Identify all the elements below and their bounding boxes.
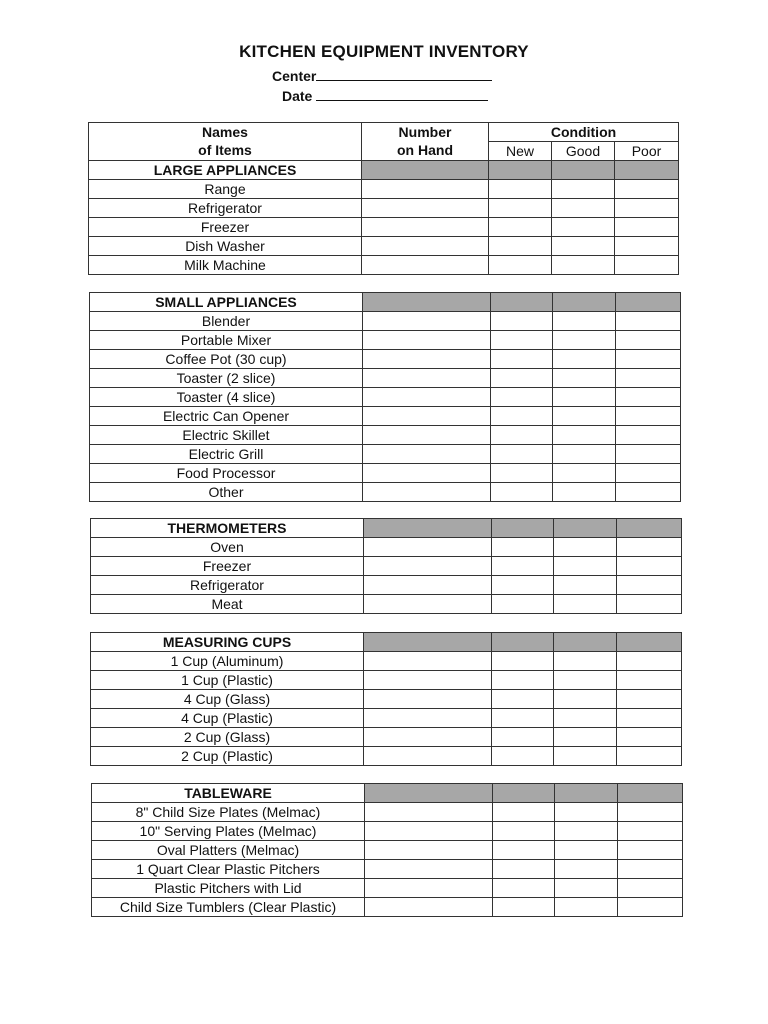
condition-good-cell[interactable] <box>555 822 618 841</box>
table-row <box>89 256 679 275</box>
condition-good-cell[interactable] <box>552 256 615 275</box>
condition-new-cell[interactable] <box>489 256 552 275</box>
table-row <box>91 652 682 671</box>
item-name: Freezer <box>91 557 364 576</box>
center-field[interactable] <box>272 66 492 84</box>
condition-poor-cell[interactable] <box>616 483 681 502</box>
condition-new-cell[interactable] <box>493 898 555 917</box>
condition-poor-header: Poor <box>615 142 679 161</box>
shaded-cell <box>365 784 493 803</box>
header-row <box>89 142 679 161</box>
section-header-row <box>91 633 682 652</box>
number-on-hand-cell[interactable] <box>365 860 493 879</box>
number-on-hand-cell[interactable] <box>364 538 492 557</box>
item-name: 8" Child Size Plates (Melmac) <box>92 803 365 822</box>
table-row <box>90 369 681 388</box>
item-name: Electric Skillet <box>90 426 363 445</box>
number-on-hand-cell[interactable] <box>365 879 493 898</box>
condition-poor-cell[interactable] <box>615 180 679 199</box>
condition-new-cell[interactable] <box>493 803 555 822</box>
condition-new-cell[interactable] <box>492 690 554 709</box>
condition-poor-cell[interactable] <box>618 822 683 841</box>
condition-good-cell[interactable] <box>555 841 618 860</box>
number-on-hand-cell[interactable] <box>363 407 491 426</box>
condition-new-cell[interactable] <box>492 709 554 728</box>
item-name: Food Processor <box>90 464 363 483</box>
date-label: Date <box>282 88 313 104</box>
number-on-hand-cell[interactable] <box>364 557 492 576</box>
condition-new-cell[interactable] <box>489 237 552 256</box>
table-row <box>91 538 682 557</box>
number-header-line2: on Hand <box>362 142 489 161</box>
section-header-row <box>90 293 681 312</box>
inventory-table-1 <box>88 122 679 275</box>
condition-poor-cell[interactable] <box>618 860 683 879</box>
number-on-hand-cell[interactable] <box>363 331 491 350</box>
condition-poor-cell[interactable] <box>617 595 682 614</box>
table-row <box>90 350 681 369</box>
shaded-cell <box>362 161 489 180</box>
table-row <box>90 312 681 331</box>
condition-good-cell[interactable] <box>553 388 616 407</box>
number-on-hand-cell[interactable] <box>364 690 492 709</box>
condition-new-header: New <box>489 142 552 161</box>
condition-poor-cell[interactable] <box>615 256 679 275</box>
center-input-line[interactable] <box>316 66 492 81</box>
table-row <box>91 747 682 766</box>
condition-good-cell[interactable] <box>554 747 617 766</box>
names-header: Names <box>89 123 362 142</box>
item-name: 2 Cup (Glass) <box>91 728 364 747</box>
shaded-cell <box>364 519 492 538</box>
condition-poor-cell[interactable] <box>617 576 682 595</box>
condition-poor-cell[interactable] <box>617 728 682 747</box>
number-on-hand-cell[interactable] <box>362 256 489 275</box>
item-name: 1 Cup (Aluminum) <box>91 652 364 671</box>
table-row <box>92 860 683 879</box>
condition-poor-cell[interactable] <box>618 841 683 860</box>
condition-good-cell[interactable] <box>553 407 616 426</box>
item-name: 4 Cup (Glass) <box>91 690 364 709</box>
condition-poor-cell[interactable] <box>616 350 681 369</box>
item-name: Electric Can Opener <box>90 407 363 426</box>
section-header-row <box>92 784 683 803</box>
number-on-hand-cell[interactable] <box>364 652 492 671</box>
number-on-hand-cell[interactable] <box>363 426 491 445</box>
table-row <box>91 557 682 576</box>
condition-good-cell[interactable] <box>555 860 618 879</box>
item-name: Toaster (4 slice) <box>90 388 363 407</box>
condition-poor-cell[interactable] <box>617 652 682 671</box>
table-row <box>89 199 679 218</box>
condition-good-cell[interactable] <box>554 709 617 728</box>
item-name: Child Size Tumblers (Clear Plastic) <box>92 898 365 917</box>
condition-new-cell[interactable] <box>489 180 552 199</box>
center-label: Center <box>272 68 317 84</box>
number-on-hand-cell[interactable] <box>362 199 489 218</box>
table-row <box>90 388 681 407</box>
section-title: MEASURING CUPS <box>91 633 364 652</box>
condition-poor-cell[interactable] <box>616 407 681 426</box>
shaded-cell <box>552 161 615 180</box>
table-row <box>90 407 681 426</box>
condition-new-cell[interactable] <box>492 671 554 690</box>
table-row <box>89 237 679 256</box>
shaded-cell <box>493 784 555 803</box>
condition-good-cell[interactable] <box>553 312 616 331</box>
number-on-hand-cell[interactable] <box>363 464 491 483</box>
date-field[interactable] <box>282 86 488 104</box>
number-on-hand-cell[interactable] <box>362 237 489 256</box>
item-name: 1 Cup (Plastic) <box>91 671 364 690</box>
condition-good-cell[interactable] <box>555 803 618 822</box>
number-on-hand-cell[interactable] <box>364 709 492 728</box>
condition-new-cell[interactable] <box>493 879 555 898</box>
condition-poor-cell[interactable] <box>616 445 681 464</box>
item-name: Electric Grill <box>90 445 363 464</box>
number-on-hand-cell[interactable] <box>365 898 493 917</box>
condition-new-cell[interactable] <box>492 652 554 671</box>
item-name: Oval Platters (Melmac) <box>92 841 365 860</box>
table-row <box>92 879 683 898</box>
item-name: Toaster (2 slice) <box>90 369 363 388</box>
shaded-cell <box>618 784 683 803</box>
condition-poor-cell[interactable] <box>616 464 681 483</box>
condition-poor-cell[interactable] <box>616 426 681 445</box>
condition-poor-cell[interactable] <box>618 803 683 822</box>
condition-new-cell[interactable] <box>491 331 553 350</box>
item-name: Portable Mixer <box>90 331 363 350</box>
number-header: Number <box>362 123 489 142</box>
item-name: Blender <box>90 312 363 331</box>
condition-poor-cell[interactable] <box>617 557 682 576</box>
item-name: 4 Cup (Plastic) <box>91 709 364 728</box>
condition-new-cell[interactable] <box>492 728 554 747</box>
condition-good-cell[interactable] <box>553 426 616 445</box>
condition-new-cell[interactable] <box>491 464 553 483</box>
item-name: 2 Cup (Plastic) <box>91 747 364 766</box>
item-name: Milk Machine <box>89 256 362 275</box>
condition-good-cell[interactable] <box>553 369 616 388</box>
number-on-hand-cell[interactable] <box>364 747 492 766</box>
section-header-row <box>91 519 682 538</box>
condition-new-cell[interactable] <box>491 350 553 369</box>
names-header-line2: of Items <box>89 142 362 161</box>
item-name: Range <box>89 180 362 199</box>
page-title: KITCHEN EQUIPMENT INVENTORY <box>239 42 529 61</box>
item-name: Coffee Pot (30 cup) <box>90 350 363 369</box>
table-row <box>90 445 681 464</box>
condition-poor-cell[interactable] <box>615 199 679 218</box>
shaded-cell <box>553 293 616 312</box>
condition-new-cell[interactable] <box>493 822 555 841</box>
condition-new-cell[interactable] <box>491 426 553 445</box>
table-row <box>91 576 682 595</box>
condition-new-cell[interactable] <box>492 576 554 595</box>
condition-new-cell[interactable] <box>492 747 554 766</box>
number-on-hand-cell[interactable] <box>363 312 491 331</box>
section-title: TABLEWARE <box>92 784 365 803</box>
date-input-line[interactable] <box>316 86 488 101</box>
shaded-cell <box>555 784 618 803</box>
item-name: Dish Washer <box>89 237 362 256</box>
item-name: 10" Serving Plates (Melmac) <box>92 822 365 841</box>
item-name: Other <box>90 483 363 502</box>
condition-good-cell[interactable] <box>554 652 617 671</box>
section-title: LARGE APPLIANCES <box>89 161 362 180</box>
condition-good-cell[interactable] <box>552 218 615 237</box>
number-on-hand-cell[interactable] <box>364 595 492 614</box>
number-on-hand-cell[interactable] <box>365 841 493 860</box>
inventory-table-2 <box>89 292 681 502</box>
condition-new-cell[interactable] <box>492 538 554 557</box>
condition-new-cell[interactable] <box>491 483 553 502</box>
condition-poor-cell[interactable] <box>616 369 681 388</box>
condition-good-cell[interactable] <box>553 331 616 350</box>
shaded-cell <box>617 519 682 538</box>
condition-new-cell[interactable] <box>492 595 554 614</box>
condition-good-cell[interactable] <box>553 464 616 483</box>
inventory-table-5 <box>91 783 683 917</box>
number-on-hand-cell[interactable] <box>362 180 489 199</box>
condition-new-cell[interactable] <box>491 388 553 407</box>
shaded-cell <box>615 161 679 180</box>
condition-poor-cell[interactable] <box>616 388 681 407</box>
condition-new-cell[interactable] <box>491 369 553 388</box>
table-row <box>90 483 681 502</box>
condition-good-cell[interactable] <box>553 483 616 502</box>
number-on-hand-cell[interactable] <box>363 369 491 388</box>
condition-good-cell[interactable] <box>554 576 617 595</box>
condition-good-cell[interactable] <box>555 879 618 898</box>
table-row <box>91 671 682 690</box>
shaded-cell <box>492 519 554 538</box>
shaded-cell <box>491 293 553 312</box>
condition-poor-cell[interactable] <box>616 312 681 331</box>
table-row <box>90 331 681 350</box>
table-row <box>92 898 683 917</box>
section-title: THERMOMETERS <box>91 519 364 538</box>
condition-poor-cell[interactable] <box>617 690 682 709</box>
condition-good-cell[interactable] <box>554 690 617 709</box>
number-on-hand-cell[interactable] <box>363 350 491 369</box>
table-row <box>89 218 679 237</box>
condition-poor-cell[interactable] <box>616 331 681 350</box>
shaded-cell <box>616 293 681 312</box>
table-row <box>91 709 682 728</box>
condition-poor-cell[interactable] <box>617 671 682 690</box>
condition-good-cell[interactable] <box>553 350 616 369</box>
table-row <box>92 841 683 860</box>
table-row <box>91 728 682 747</box>
item-name: Freezer <box>89 218 362 237</box>
shaded-cell <box>554 633 617 652</box>
condition-good-cell[interactable] <box>552 199 615 218</box>
shaded-cell <box>489 161 552 180</box>
inventory-table-4 <box>90 632 682 766</box>
condition-new-cell[interactable] <box>489 199 552 218</box>
condition-new-cell[interactable] <box>493 841 555 860</box>
condition-new-cell[interactable] <box>492 557 554 576</box>
condition-new-cell[interactable] <box>493 860 555 879</box>
condition-new-cell[interactable] <box>491 312 553 331</box>
condition-header: Condition <box>489 123 679 142</box>
condition-good-cell[interactable] <box>554 728 617 747</box>
condition-new-cell[interactable] <box>491 407 553 426</box>
section-header-row <box>89 161 679 180</box>
condition-good-cell[interactable] <box>554 671 617 690</box>
condition-good-cell[interactable] <box>555 898 618 917</box>
condition-good-cell[interactable] <box>554 538 617 557</box>
header-row <box>89 123 679 142</box>
condition-poor-cell[interactable] <box>617 747 682 766</box>
item-name: Plastic Pitchers with Lid <box>92 879 365 898</box>
shaded-cell <box>363 293 491 312</box>
condition-poor-cell[interactable] <box>618 898 683 917</box>
number-on-hand-cell[interactable] <box>364 576 492 595</box>
condition-poor-cell[interactable] <box>615 218 679 237</box>
number-on-hand-cell[interactable] <box>364 671 492 690</box>
shaded-cell <box>617 633 682 652</box>
shaded-cell <box>554 519 617 538</box>
table-row <box>91 595 682 614</box>
condition-poor-cell[interactable] <box>615 237 679 256</box>
condition-good-cell[interactable] <box>552 237 615 256</box>
condition-good-cell[interactable] <box>554 557 617 576</box>
number-on-hand-cell[interactable] <box>365 803 493 822</box>
condition-good-cell[interactable] <box>554 595 617 614</box>
number-on-hand-cell[interactable] <box>363 483 491 502</box>
condition-poor-cell[interactable] <box>618 879 683 898</box>
table-row <box>92 822 683 841</box>
condition-good-cell[interactable] <box>552 180 615 199</box>
shaded-cell <box>364 633 492 652</box>
condition-good-header: Good <box>552 142 615 161</box>
item-name: Refrigerator <box>89 199 362 218</box>
table-row <box>90 426 681 445</box>
table-row <box>91 690 682 709</box>
condition-poor-cell[interactable] <box>617 709 682 728</box>
number-on-hand-cell[interactable] <box>363 388 491 407</box>
number-on-hand-cell[interactable] <box>362 218 489 237</box>
condition-poor-cell[interactable] <box>617 538 682 557</box>
item-name: Refrigerator <box>91 576 364 595</box>
condition-new-cell[interactable] <box>489 218 552 237</box>
item-name: 1 Quart Clear Plastic Pitchers <box>92 860 365 879</box>
table-row <box>89 180 679 199</box>
number-on-hand-cell[interactable] <box>365 822 493 841</box>
table-row <box>92 803 683 822</box>
condition-new-cell[interactable] <box>491 445 553 464</box>
item-name: Meat <box>91 595 364 614</box>
item-name: Oven <box>91 538 364 557</box>
number-on-hand-cell[interactable] <box>363 445 491 464</box>
section-title: SMALL APPLIANCES <box>90 293 363 312</box>
condition-good-cell[interactable] <box>553 445 616 464</box>
table-row <box>90 464 681 483</box>
inventory-table-3 <box>90 518 682 614</box>
number-on-hand-cell[interactable] <box>364 728 492 747</box>
shaded-cell <box>492 633 554 652</box>
